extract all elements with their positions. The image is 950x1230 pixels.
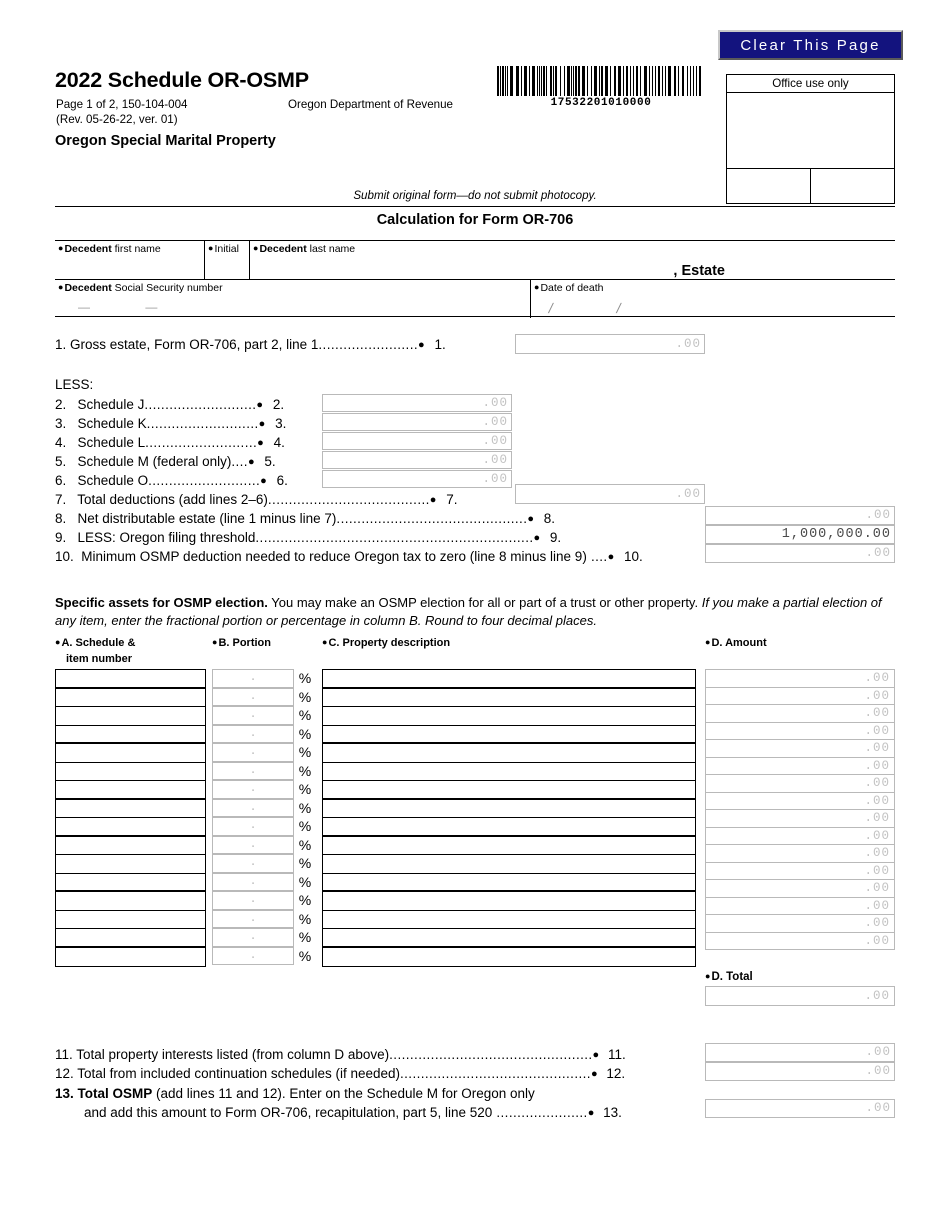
column-b-portion-cells [212, 669, 316, 965]
bullet-icon: ● [208, 243, 214, 253]
table-row-portion-input[interactable]: . [212, 688, 294, 707]
submit-note: Submit original form—do not submit photocopy. [353, 189, 597, 202]
table-row-schedule-item-cell[interactable] [56, 892, 205, 911]
bullet-icon: ● [705, 637, 711, 647]
table-row [212, 743, 316, 762]
line-11-label: 11. Total property interests listed (from column D above).................................................● 11. [55, 1047, 626, 1062]
table-row-description-cell[interactable] [323, 911, 695, 930]
column-c-header: ●C. Property description [322, 637, 451, 649]
table-row [212, 669, 316, 688]
table-row-schedule-item-cell[interactable] [56, 763, 205, 782]
d-total-input[interactable]: .00 [705, 986, 895, 1006]
column-a-header-line2: item number [66, 653, 133, 665]
table-row-amount-input[interactable]: .00 [705, 687, 895, 706]
decedent-last-name-label: ●Decedent last name [253, 243, 356, 255]
decedent-first-name-cell[interactable] [55, 241, 205, 280]
table-row-portion-input[interactable]: . [212, 762, 294, 781]
table-row-description-cell[interactable] [323, 837, 695, 856]
table-row-schedule-item-cell[interactable] [56, 818, 205, 837]
table-row [212, 891, 316, 910]
percent-symbol: % [298, 781, 312, 797]
bullet-icon: ● [705, 971, 711, 981]
table-row-description-cell[interactable] [323, 818, 695, 837]
office-use-only-box [726, 74, 895, 204]
bullet-icon: ● [55, 637, 61, 647]
table-row-description-cell[interactable] [323, 707, 695, 726]
line-10-amount-input[interactable]: .00 [705, 544, 895, 563]
table-row-amount-input[interactable]: .00 [705, 704, 895, 723]
table-row [212, 780, 316, 799]
percent-symbol: % [298, 818, 312, 834]
table-row-description-cell[interactable] [323, 670, 695, 689]
table-row-schedule-item-cell[interactable] [56, 670, 205, 689]
line-12-label: 12. Total from included continuation schedules (if needed)..............................................● 12. [55, 1066, 626, 1081]
line-13-amount-input[interactable]: .00 [705, 1099, 895, 1118]
table-row-schedule-item-cell[interactable] [56, 689, 205, 708]
line-4-label: 4. Schedule L...........................● 4. [55, 435, 285, 450]
table-row-amount-input[interactable]: .00 [705, 932, 895, 951]
percent-symbol: % [298, 892, 312, 908]
table-row [212, 836, 316, 855]
table-row-schedule-item-cell[interactable] [56, 781, 205, 800]
bullet-icon: ● [534, 282, 540, 292]
table-row [212, 799, 316, 818]
page-title: 2022 Schedule OR-OSMP [55, 68, 309, 92]
estate-suffix: , Estate [673, 263, 725, 279]
table-row-amount-input[interactable]: .00 [705, 914, 895, 933]
line-4-amount-input[interactable]: .00 [322, 432, 512, 450]
line-5-label: 5. Schedule M (federal only)....● 5. [55, 454, 276, 469]
line-13-label-continued: and add this amount to Form OR-706, recapitulation, part 5, line 520 ......................● 13. [84, 1105, 622, 1120]
table-row-portion-input[interactable]: . [212, 669, 294, 688]
table-row-description-cell[interactable] [323, 726, 695, 745]
line-6-label: 6. Schedule O...........................● 6. [55, 473, 288, 488]
line-9-label: 9. LESS: Oregon filing threshold...................................................................● 9. [55, 530, 562, 545]
barcode-image [497, 66, 703, 96]
table-row-portion-input[interactable]: . [212, 780, 294, 799]
table-row-description-cell[interactable] [323, 892, 695, 911]
table-row-description-cell[interactable] [323, 874, 695, 893]
table-row-portion-input[interactable]: . [212, 743, 294, 762]
line-9-threshold-input[interactable]: 1,000,000.00 [705, 525, 895, 544]
table-row-description-cell[interactable] [323, 855, 695, 874]
date-of-death-cell[interactable] [531, 280, 895, 318]
table-row-description-cell[interactable] [323, 763, 695, 782]
bullet-icon: ● [322, 637, 328, 647]
table-row-portion-input[interactable]: . [212, 725, 294, 744]
line-1-label: 1. Gross estate, Form OR-706, part 2, line 1........................● 1. [55, 337, 446, 352]
table-row-portion-input[interactable]: . [212, 706, 294, 725]
table-row-amount-input[interactable]: .00 [705, 862, 895, 881]
line-2-label: 2. Schedule J...........................● 2. [55, 397, 285, 412]
table-row-amount-input[interactable]: .00 [705, 792, 895, 811]
ssn-separators: — — [78, 300, 184, 314]
line-12-amount-input[interactable]: .00 [705, 1062, 895, 1081]
bullet-icon: ● [58, 243, 64, 253]
line-10-label: 10. Minimum OSMP deduction needed to reduce Oregon tax to zero (line 8 minus line 9) ....● 10. [55, 549, 643, 564]
table-row-amount-input[interactable]: .00 [705, 809, 895, 828]
percent-symbol: % [298, 873, 312, 890]
table-row-amount-input[interactable]: .00 [705, 879, 895, 898]
column-b-header: ●B. Portion [212, 637, 271, 649]
line-1-amount-input[interactable]: .00 [515, 334, 705, 354]
decedent-ssn-row [55, 279, 895, 317]
decedent-ssn-cell[interactable] [55, 280, 531, 318]
table-row-description-cell[interactable] [323, 948, 695, 967]
table-row [212, 725, 316, 744]
table-row-schedule-item-cell[interactable] [56, 874, 205, 893]
table-row-description-cell[interactable] [323, 781, 695, 800]
decedent-name-row [55, 240, 895, 279]
percent-symbol: % [298, 762, 312, 779]
column-c-description-cells [322, 669, 696, 967]
table-row [212, 947, 316, 966]
specific-assets-heading: Specific assets for OSMP election. [55, 595, 268, 610]
percent-symbol: % [298, 855, 312, 871]
table-row-description-cell[interactable] [323, 800, 695, 819]
table-row-amount-input[interactable]: .00 [705, 897, 895, 916]
percent-symbol: % [298, 744, 312, 760]
percent-symbol: % [298, 670, 312, 686]
table-row-amount-input[interactable]: .00 [705, 722, 895, 741]
line-7-amount-input[interactable]: .00 [515, 484, 705, 504]
clear-this-page-button[interactable]: Clear This Page [718, 30, 903, 60]
line-8-amount-input[interactable]: .00 [705, 506, 895, 525]
column-d-amount-cells [705, 669, 895, 950]
line-11-amount-input[interactable]: .00 [705, 1043, 895, 1062]
table-row-portion-input[interactable]: . [212, 910, 294, 929]
table-row-schedule-item-cell[interactable] [56, 929, 205, 948]
decedent-block [55, 240, 895, 317]
bullet-icon: ● [253, 243, 259, 253]
table-row-portion-input[interactable]: . [212, 836, 294, 855]
table-row-portion-input[interactable]: . [212, 947, 294, 966]
table-row [212, 762, 316, 781]
line-6-amount-input[interactable]: .00 [322, 470, 512, 488]
table-row-schedule-item-cell[interactable] [56, 911, 205, 930]
table-row [212, 910, 316, 929]
bullet-icon: ● [58, 282, 64, 292]
table-row-description-cell[interactable] [323, 689, 695, 708]
line-13-label: 13. Total OSMP (add lines 11 and 12). Enter on the Schedule M for Oregon only [55, 1086, 535, 1101]
table-row-schedule-item-cell[interactable] [56, 837, 205, 856]
column-d-header: ●D. Amount [705, 637, 767, 649]
line-2-amount-input[interactable]: .00 [322, 394, 512, 412]
table-row-amount-input[interactable]: .00 [705, 739, 895, 758]
table-row-schedule-item-cell[interactable] [56, 855, 205, 874]
bullet-icon: ● [212, 637, 218, 647]
barcode [497, 66, 705, 109]
table-row-amount-input[interactable]: .00 [705, 757, 895, 776]
table-row-schedule-item-cell[interactable] [56, 726, 205, 745]
office-use-area [727, 93, 894, 169]
percent-symbol: % [298, 688, 312, 705]
office-use-only-label: Office use only [727, 75, 894, 93]
table-row-schedule-item-cell[interactable] [56, 707, 205, 726]
table-row [212, 706, 316, 725]
decedent-initial-label: ●Initial [208, 243, 239, 255]
table-row-schedule-item-cell[interactable] [56, 744, 205, 763]
table-row-portion-input[interactable]: . [212, 817, 294, 836]
decedent-first-name-label: ●Decedent first name [58, 243, 161, 255]
line-8-label: 8. Net distributable estate (line 1 minus line 7)..............................................● 8. [55, 511, 556, 526]
percent-symbol: % [298, 947, 312, 964]
table-row [212, 873, 316, 892]
line-13-bold-label: 13. Total OSMP [55, 1086, 153, 1101]
date-separators: / / [547, 300, 653, 316]
line-3-amount-input[interactable]: .00 [322, 413, 512, 431]
line-7-label: 7. Total deductions (add lines 2–6).......................................● 7. [55, 492, 458, 507]
table-row-amount-input[interactable]: .00 [705, 774, 895, 793]
table-row-amount-input[interactable]: .00 [705, 827, 895, 846]
line-5-amount-input[interactable]: .00 [322, 451, 512, 469]
percent-symbol: % [298, 929, 312, 945]
percent-symbol: % [298, 707, 312, 723]
specific-assets-instructions: Specific assets for OSMP election. You may make an OSMP election for all or part of a trust or other property. If you make a partial election of any item, enter the fractional portion or percentage in column B. Round to four decimal places. [55, 595, 882, 628]
decedent-last-name-cell[interactable] [250, 241, 895, 280]
line-3-label: 3. Schedule K...........................● 3. [55, 416, 287, 431]
decedent-initial-cell[interactable] [205, 241, 250, 280]
column-a-schedule-item-cells [55, 669, 206, 967]
column-a-header: ●A. Schedule & [55, 637, 136, 649]
table-row-portion-input[interactable]: . [212, 928, 294, 947]
calculation-header: Calculation for Form OR-706 [376, 212, 574, 228]
d-total-label: ●D. Total [705, 971, 753, 983]
table-row [212, 688, 316, 707]
table-row-portion-input[interactable]: . [212, 891, 294, 910]
table-row-description-cell[interactable] [323, 929, 695, 948]
table-row [212, 928, 316, 947]
decedent-ssn-label: ●Decedent Social Security number [58, 282, 223, 294]
table-row-schedule-item-cell[interactable] [56, 948, 205, 967]
barcode-number: 17532201010000 [550, 97, 652, 109]
table-row-portion-input[interactable]: . [212, 873, 294, 892]
date-of-death-label: ●Date of death [534, 282, 604, 294]
table-row-schedule-item-cell[interactable] [56, 800, 205, 819]
table-row-portion-input[interactable]: . [212, 854, 294, 873]
page-info: Page 1 of 2, 150-104-004 [56, 98, 188, 111]
percent-symbol: % [298, 910, 312, 927]
less-label: LESS: [55, 377, 94, 392]
table-row [212, 854, 316, 873]
table-row-amount-input[interactable]: .00 [705, 844, 895, 863]
percent-symbol: % [298, 725, 312, 742]
table-row-amount-input[interactable]: .00 [705, 669, 895, 688]
percent-symbol: % [298, 836, 312, 853]
department-name: Oregon Department of Revenue [288, 98, 453, 111]
percent-symbol: % [298, 799, 312, 816]
page-subtitle: Oregon Special Marital Property [55, 133, 276, 149]
table-row-description-cell[interactable] [323, 744, 695, 763]
table-row-portion-input[interactable]: . [212, 799, 294, 818]
revision-info: (Rev. 05-26-22, ver. 01) [56, 113, 178, 126]
header-divider [55, 206, 895, 207]
table-row [212, 817, 316, 836]
